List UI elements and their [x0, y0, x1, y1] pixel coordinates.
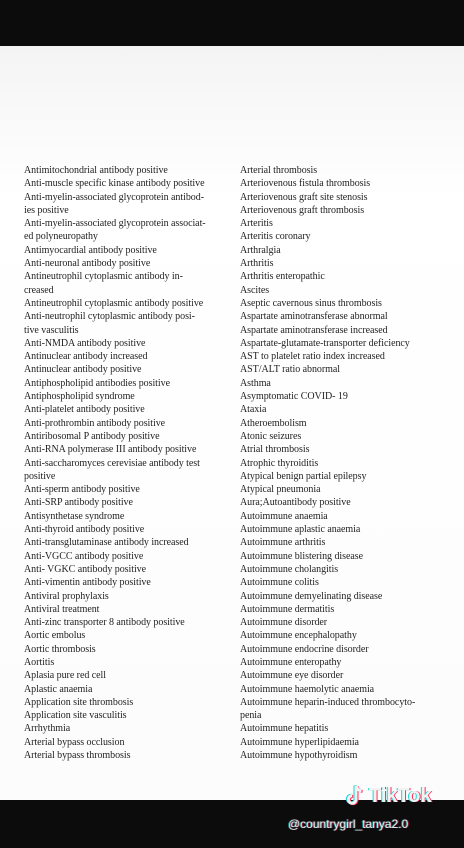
right-term-line: Autoimmune anaemia [240, 510, 328, 522]
right-term-line: Autoimmune aplastic anaemia [240, 524, 361, 536]
left-term-line: Antimyocardial antibody positive [24, 244, 157, 256]
left-term-line: tive vasculitis [24, 324, 79, 336]
right-term-line: Autoimmune hepatitis [240, 723, 329, 735]
right-term-line: Aspartate aminotransferase abnormal [240, 311, 388, 323]
left-term-line: Anti-neutrophil cytoplasmic antibody posi- [24, 311, 195, 323]
right-term-line: Atrophic thyroiditis [240, 457, 319, 469]
left-term-line: positive [24, 470, 56, 482]
left-term-line: Anti-myelin-associated glycoprotein associat- [24, 218, 206, 230]
right-term-line: Atrial thrombosis [240, 444, 310, 456]
right-term-line: Asthma [240, 377, 271, 389]
left-term-line: Aplastic anaemia [24, 683, 93, 695]
tiktok-brand-name: TikTok [369, 784, 432, 807]
left-term-line: Anti-transglutaminase antibody increased [24, 537, 189, 549]
right-term-line: Autoimmune disorder [240, 617, 328, 629]
right-term-line: Autoimmune endocrine disorder [240, 643, 369, 655]
right-term-line: Arteriovenous fistula thrombosis [240, 178, 371, 190]
right-term-line: Autoimmune dermatitis [240, 603, 335, 615]
right-term-line: Arteriovenous graft site stenosis [240, 191, 368, 203]
right-term-line: Autoimmune cholangitis [240, 563, 339, 575]
right-term-line: Autoimmune hypothyroidism [240, 750, 358, 762]
left-term-line: Antiribosomal P antibody positive [24, 430, 160, 442]
right-term-line: Ascites [240, 284, 270, 296]
left-term-line: Anti-platelet antibody positive [24, 404, 145, 416]
right-term-line: Autoimmune demyelinating disease [240, 590, 383, 602]
right-term-line: Autoimmune heparin-induced thrombocyto- [240, 696, 416, 708]
right-term-line: Atheroembolism [240, 417, 307, 429]
left-term-line: creased [24, 284, 54, 296]
left-term-line: ed polyneuropathy [24, 231, 98, 243]
left-term-line: Anti-SRP antibody positive [24, 497, 133, 509]
term-list-left [24, 164, 232, 762]
left-term-line: Application site thrombosis [24, 696, 134, 708]
right-term-line: Autoimmune blistering disease [240, 550, 363, 562]
right-term-line: Aura;Autoantibody positive [240, 497, 351, 509]
left-term-line: ies positive [24, 204, 69, 216]
left-term-line: Anti-prothrombin antibody positive [24, 417, 166, 429]
right-term-line: Autoimmune encephalopathy [240, 630, 357, 642]
tiktok-watermark [344, 782, 432, 810]
left-term-line: Arterial bypass thrombosis [24, 750, 131, 762]
right-term-line: Arteriovenous graft thrombosis [240, 204, 365, 216]
left-term-line: Application site vasculitis [24, 710, 127, 722]
left-term-line: Anti-sperm antibody positive [24, 484, 140, 496]
right-term-line: AST to platelet ratio index increased [240, 351, 385, 363]
right-term-line: Autoimmune colitis [240, 577, 319, 589]
right-term-line: Atypical pneumonia [240, 484, 321, 496]
left-term-line: Antiviral treatment [24, 603, 100, 615]
left-term-line: Antiphospholipid antibodies positive [24, 377, 170, 389]
right-term-line: Arthralgia [240, 244, 281, 256]
right-term-line: Arteritis coronary [240, 231, 311, 243]
left-term-line: Anti-NMDA antibody positive [24, 337, 146, 349]
right-term-line: Aspartate aminotransferase increased [240, 324, 388, 336]
left-term-line: Anti-neuronal antibody positive [24, 258, 151, 270]
left-term-line: Anti- VGKC antibody positive [24, 563, 147, 575]
right-term-line: Arthritis enteropathic [240, 271, 325, 283]
left-term-line: Antiphospholipid syndrome [24, 391, 135, 403]
left-term-line: Arterial bypass occlusion [24, 736, 125, 748]
right-term-line: Autoimmune arthritis [240, 537, 326, 549]
right-term-line: Arthritis [240, 258, 274, 270]
left-term-line: Antiviral prophylaxis [24, 590, 109, 602]
left-term-line: Anti-saccharomyces cerevisiae antibody test [24, 457, 200, 469]
left-term-line: Anti-VGCC antibody positive [24, 550, 144, 562]
tiktok-note-icon [344, 784, 366, 808]
left-term-line: Anti-zinc transporter 8 antibody positive [24, 617, 185, 629]
term-list-right [240, 164, 452, 762]
right-term-line: Autoimmune enteropathy [240, 656, 342, 668]
left-term-line: Arrhythmia [24, 723, 71, 735]
left-term-line: Antisynthetase syndrome [24, 510, 125, 522]
right-term-line: penia [240, 710, 262, 722]
left-term-line: Antimitochondrial antibody positive [24, 165, 168, 176]
left-term-line: Anti-RNA polymerase III antibody positive [24, 444, 197, 456]
right-term-line: Autoimmune haemolytic anaemia [240, 683, 375, 695]
left-term-line: Aplasia pure red cell [24, 670, 106, 682]
left-term-line: Anti-myelin-associated glycoprotein antibod- [24, 191, 204, 203]
left-term-line: Anti-muscle specific kinase antibody positive [24, 178, 205, 190]
creator-handle: @countrygirl_tanya2.0 [288, 817, 409, 831]
left-term-line: Antineutrophil cytoplasmic antibody positive [24, 297, 204, 309]
right-term-line: AST/ALT ratio abnormal [240, 364, 340, 376]
right-term-line: Atypical benign partial epilepsy [240, 470, 367, 482]
left-term-line: Aortitis [24, 656, 55, 668]
right-term-line: Atonic seizures [240, 430, 302, 442]
right-term-line: Autoimmune eye disorder [240, 670, 344, 682]
left-term-line: Antinuclear antibody increased [24, 351, 148, 363]
document-page [0, 46, 464, 800]
right-term-line: Arteritis [240, 218, 273, 230]
left-term-line: Aortic embolus [24, 630, 86, 642]
right-term-line: Aseptic cavernous sinus thrombosis [240, 297, 382, 309]
right-term-line: Autoimmune hyperlipidaemia [240, 736, 359, 748]
left-term-line: Anti-thyroid antibody positive [24, 524, 145, 536]
right-term-line: Aspartate-glutamate-transporter deficiency [240, 337, 410, 349]
left-term-line: Aortic thrombosis [24, 643, 96, 655]
left-term-line: Antineutrophil cytoplasmic antibody in- [24, 271, 183, 283]
right-term-line: Ataxia [240, 404, 267, 416]
right-term-line: Asymptomatic COVID- 19 [240, 391, 348, 403]
left-term-line: Anti-vimentin antibody positive [24, 577, 151, 589]
left-term-line: Antinuclear antibody positive [24, 364, 142, 376]
right-term-line: Arterial thrombosis [240, 165, 318, 176]
